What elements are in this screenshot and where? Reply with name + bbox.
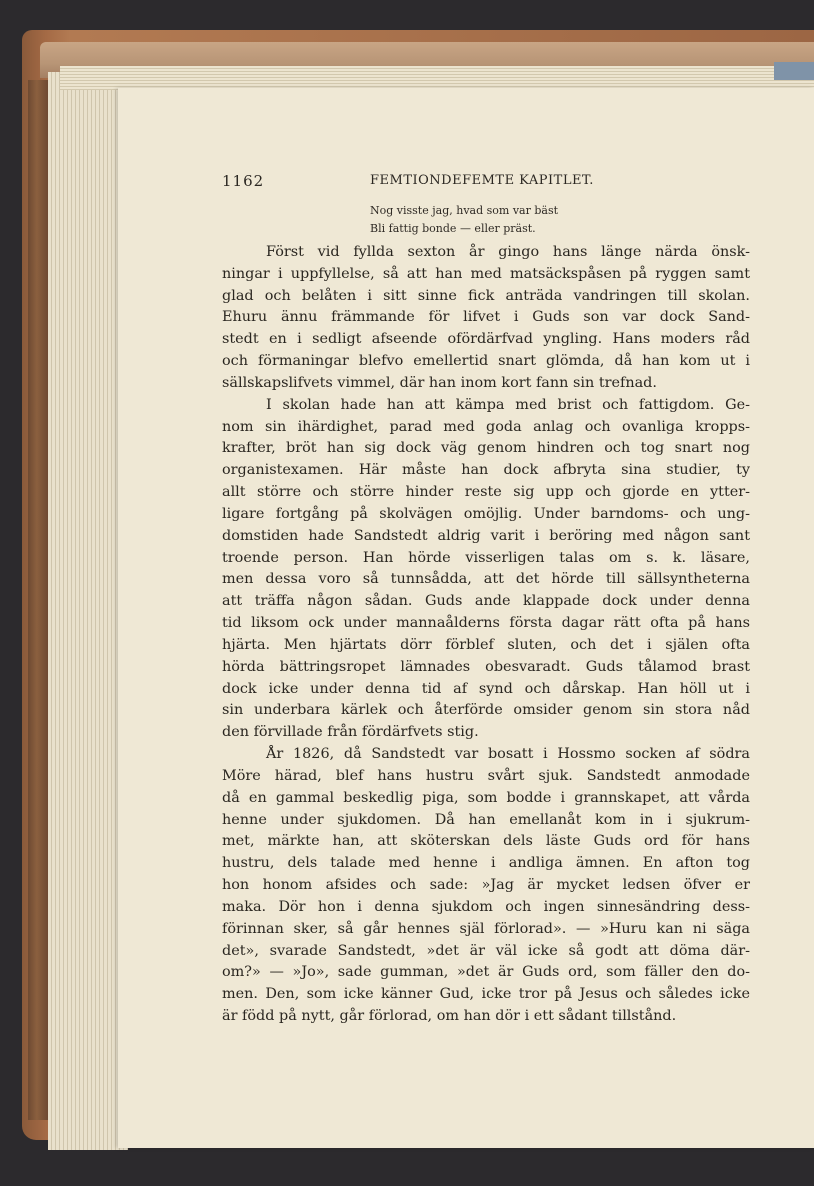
bookmark-tab — [774, 62, 814, 80]
text-line: krafter, bröt han sig dock väg genom hindren och tog snart nog — [222, 440, 750, 457]
text-line: sällskapslifvets vimmel, där han inom kort fann sin trefnad. — [222, 374, 657, 391]
text-line: I skolan hade han att kämpa med brist och fattigdom. Ge- — [266, 396, 750, 413]
text-line: men. Den, som icke känner Gud, icke tror på Jesus och således icke — [222, 986, 750, 1003]
book-spine-edge — [28, 80, 50, 1120]
book-page — [118, 88, 814, 1148]
text-line: men dessa voro så tunnsådda, att det hörde till sällsyntheterna — [222, 571, 750, 588]
text-line: dock icke under denna tid af synd och dårskap. Han höll ut i — [222, 680, 750, 697]
body-text — [222, 242, 750, 1028]
text-line: Ehuru ännu främmande för lifvet i Guds son var dock Sand- — [222, 309, 750, 326]
text-line: att träffa någon sådan. Guds ande klappade dock under denna — [222, 593, 750, 610]
text-line: ningar i uppfyllelse, så att han med matsäckspåsen på ryggen samt — [222, 265, 750, 282]
text-line: organistexamen. Här måste han dock afbryta sina studier, ty — [222, 462, 750, 479]
text-line: troende person. Han hörde visserligen talas om s. k. läsare, — [222, 549, 750, 566]
page-header — [222, 172, 698, 194]
text-line: nom sin ihärdighet, parad med goda anlag och ovanliga kropps- — [222, 418, 750, 435]
text-line: tid liksom ock under mannaålderns första dagar rätt ofta på hans — [222, 615, 750, 632]
text-line: hjärta. Men hjärtats dörr förblef sluten, och det i själen ofta — [222, 636, 750, 653]
text-line: förinnan sker, så går hennes själ förlorad». — »Huru kan ni säga — [222, 920, 750, 937]
text-line: då en gammal beskedlig piga, som bodde i grannskapet, att vårda — [222, 789, 750, 806]
running-title: FEMTIONDEFEMTE KAPITLET. — [370, 173, 594, 188]
text-line: ligare fortgång på skolvägen omöjlig. Under barndoms- och ung- — [222, 505, 750, 522]
text-line: den förvillade från fördärfvets stig. — [222, 724, 479, 741]
verse-line: Nog visste jag, hvad som var bäst — [370, 204, 559, 217]
text-line: glad och belåten i sitt sinne fick anträda vandringen till skolan. — [222, 287, 750, 304]
text-line: stedt en i sedligt afseende ofördärfvad yngling. Hans moders råd — [222, 331, 750, 348]
text-line: hustru, dels talade med henne i andliga ämnen. En afton tog — [222, 855, 750, 872]
text-line: hon honom afsides och sade: »Jag är mycket ledsen öfver er — [222, 877, 750, 894]
text-line: det», svarade Sandstedt, »det är väl icke så godt att döma där- — [222, 942, 750, 959]
page-stack-left — [48, 72, 128, 1150]
verse-quote — [370, 202, 670, 238]
text-line: Möre härad, blef hans hustru svårt sjuk. Sandstedt anmodade — [222, 767, 750, 784]
text-line: henne under sjukdomen. Då han emellanåt kom in i sjukrum- — [222, 811, 750, 828]
text-line: met, märkte han, att sköterskan dels läste Guds ord för hans — [222, 833, 750, 850]
text-line: sin underbara kärlek och återförde omsider genom sin stora nåd — [222, 702, 750, 719]
text-line: och förmaningar blefvo emellertid snart glömda, då han kom ut i — [222, 353, 750, 370]
text-line: är född på nytt, går förlorad, om han dör i ett sådant tillstånd. — [222, 1007, 677, 1024]
text-line: År 1826, då Sandstedt var bosatt i Hossmo socken af södra — [266, 746, 750, 763]
page-stack-top — [60, 66, 814, 90]
text-line: maka. Dör hon i denna sjukdom och ingen sinnesändring dess- — [222, 898, 750, 915]
text-line: hörda bättringsropet lämnades obesvaradt. Guds tålamod brast — [222, 658, 750, 675]
verse-line: Bli fattig bonde — eller präst. — [370, 222, 536, 235]
text-line: om?» — »Jo», sade gumman, »det är Guds ord, som fäller den do- — [222, 964, 750, 981]
text-line: domstiden hade Sandstedt aldrig varit i beröring med någon sant — [222, 527, 750, 544]
text-line: allt större och större hinder reste sig upp och gjorde en ytter- — [222, 484, 750, 501]
text-line: Först vid fyllda sexton år gingo hans länge närda önsk- — [266, 244, 750, 260]
page-number: 1162 — [222, 172, 265, 190]
